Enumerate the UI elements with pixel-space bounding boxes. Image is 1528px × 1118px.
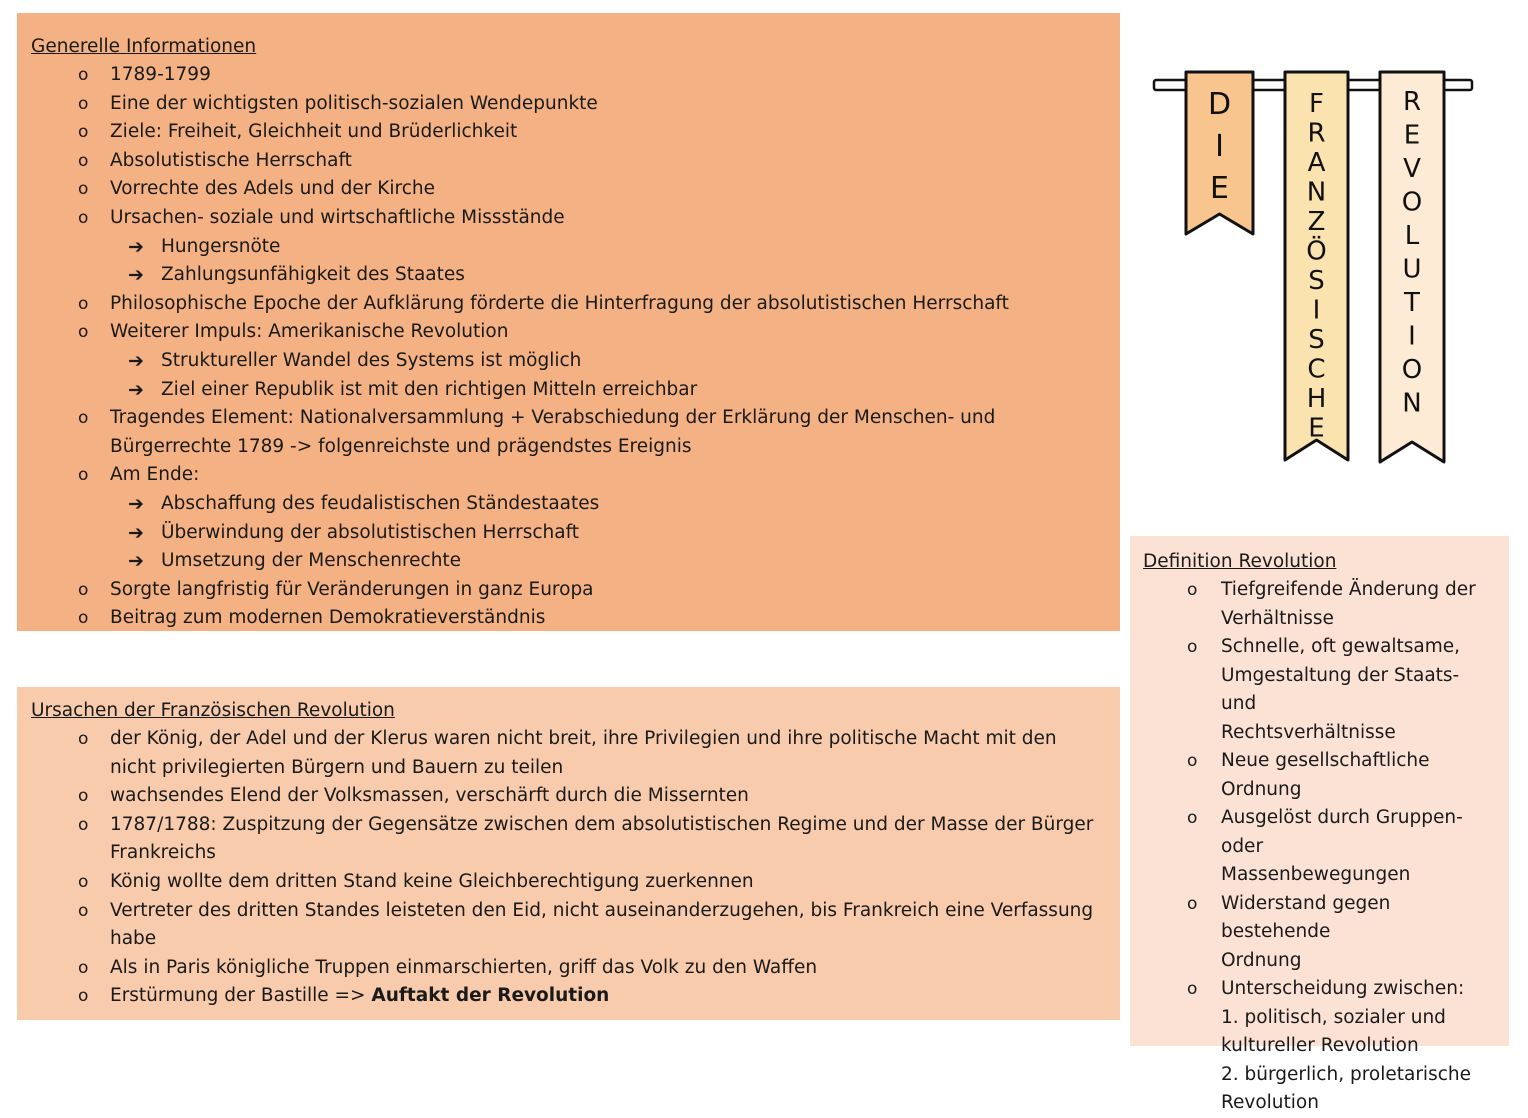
list-item-text: Philosophische Epoche der Aufklärung förderte die Hinterfragung der absolutistischen Herrschaft <box>110 292 1009 314</box>
general-info-heading: Generelle Informationen <box>31 36 257 57</box>
arrow-item: ➔ Umsetzung der Menschenrechte <box>128 547 1106 576</box>
list-item <box>62 290 1106 319</box>
banner-letter: A <box>1307 148 1326 178</box>
list-item-line: Massenbewegungen <box>1221 864 1411 885</box>
list-item-line: o Widerstand gegen bestehende <box>1221 892 1391 942</box>
list-item-line: o Ausgelöst durch Gruppen- oder <box>1221 807 1463 857</box>
banner-letter: N <box>1402 388 1422 419</box>
banner-letter: I <box>1312 295 1321 326</box>
list-item <box>62 576 1106 605</box>
list-item <box>62 175 1106 204</box>
banner-revolution <box>1380 72 1444 462</box>
list-item <box>1175 633 1496 747</box>
general-info-box <box>17 13 1120 631</box>
arrow-item: ➔ Abschaffung des feudalistischen Ständestaates <box>128 490 1106 519</box>
list-item <box>62 811 1106 868</box>
list-item-text: Eine der wichtigsten politisch-sozialen Wendepunkte <box>110 92 598 114</box>
list-item-line: Rechtsverhältnisse <box>1221 721 1396 743</box>
list-item-text: Erstürmung der Bastille => <box>110 985 372 1007</box>
list-item-line: Umgestaltung der Staats- und <box>1221 664 1460 714</box>
banner-letter: T <box>1404 288 1420 318</box>
list-item-text: Am Ende: <box>110 464 200 486</box>
arrow-item: ➔ Struktureller Wandel des Systems ist möglich <box>128 347 1106 376</box>
list-item-text: Beitrag zum modernen Demokratieverständnis <box>110 607 546 629</box>
sub-list-container <box>62 233 1106 290</box>
list-item-text: Tragendes Element: Nationalversammlung + Verabschiedung der Erklärung der Menschen- und Bürgerrechte 1789 -> folgenreichste und prägendstes Ereignis <box>110 407 996 457</box>
banner-letter: I <box>1215 129 1224 164</box>
definition-heading: Definition Revolution <box>1143 551 1337 572</box>
list-item-line: Ordnung <box>1221 778 1302 800</box>
list-item-text: König wollte dem dritten Stand keine Gleichberechtigung zuerkennen <box>110 870 754 892</box>
arrow-list <box>128 233 1106 290</box>
list-item <box>62 61 1106 90</box>
list-item-text: Vertreter des dritten Standes leisteten den Eid, nicht auseinanderzugehen, bis Frankreich eine Verfassung habe <box>110 899 1094 950</box>
banner-letter: R <box>1402 87 1422 117</box>
list-item-text: Ziele: Freiheit, Gleichheit und Brüderlichkeit <box>110 121 518 143</box>
list-item-line: Revolution <box>1221 1092 1319 1113</box>
banner-letter: C <box>1307 354 1326 385</box>
banner-franzoesische <box>1285 72 1348 460</box>
banner-letter: E <box>1210 171 1229 206</box>
list-item-text: 1789-1799 <box>110 64 211 85</box>
banner-letter: S <box>1308 325 1325 355</box>
list-item-text: wachsendes Elend der Volksmassen, verschärft durch die Missernten <box>110 785 749 807</box>
banner-letter: O <box>1401 355 1423 385</box>
arrow-list <box>128 490 1106 576</box>
list-item-text: Vorrechte des Adels und der Kirche <box>110 178 436 200</box>
banner-letter: O <box>1401 187 1423 218</box>
list-item <box>1175 804 1496 890</box>
list-item <box>62 118 1106 147</box>
list-item-text: Absolutistische Herrschaft <box>110 149 352 171</box>
title-banners <box>1150 66 1480 466</box>
causes-heading: Ursachen der Französischen Revolution <box>31 700 395 721</box>
banner-letter: U <box>1402 254 1422 285</box>
list-item-line: 2. bürgerlich, proletarische <box>1221 1063 1471 1085</box>
banner-letter: D <box>1207 87 1232 122</box>
list-item <box>1175 747 1496 804</box>
list-item-text: Weiterer Impuls: Amerikanische Revolution <box>110 321 509 343</box>
list-item <box>62 725 1106 782</box>
list-item <box>62 897 1106 954</box>
banner-letter: N <box>1306 177 1327 208</box>
list-item <box>1175 975 1496 1118</box>
list-item <box>62 318 1106 347</box>
list-item-line: o Neue gesellschaftliche <box>1221 750 1430 771</box>
causes-box <box>17 687 1120 1020</box>
list-item <box>62 604 1106 633</box>
banner-letter: R <box>1307 118 1326 149</box>
banner-letter: I <box>1408 321 1416 352</box>
banner-letter: V <box>1403 154 1421 184</box>
list-item <box>62 954 1106 983</box>
arrow-item: ➔ Ziel einer Republik ist mit den richtigen Mitteln erreichbar <box>128 376 1106 405</box>
arrow-item: ➔ Überwindung der absolutistischen Herrschaft <box>128 519 1106 548</box>
list-item-text: der König, der Adel und der Klerus waren nicht breit, ihre Privilegien und ihre politische Macht mit den nicht privilegierten Bürgern und Bauern zu teilen <box>110 728 1057 778</box>
list-item-text: Sorgte langfristig für Veränderungen in ganz Europa <box>110 578 594 600</box>
banner-letter: E <box>1403 120 1421 151</box>
sub-list-container <box>62 490 1106 576</box>
banner-letter: H <box>1306 384 1327 414</box>
list-item <box>62 782 1106 811</box>
list-item <box>62 147 1106 176</box>
definition-list <box>1143 576 1496 1118</box>
list-item <box>1175 576 1496 633</box>
banner-letter: F <box>1309 89 1324 119</box>
list-item-line: o Schnelle, oft gewaltsame, <box>1221 636 1461 657</box>
arrow-list <box>128 347 1106 404</box>
banner-letter: Ö <box>1306 236 1327 267</box>
list-item-line: Ordnung <box>1221 949 1302 971</box>
list-item <box>62 868 1106 897</box>
list-item <box>62 90 1106 119</box>
list-item-text: 1787/1788: Zuspitzung der Gegensätze zwischen dem absolutistischen Regime und der Masse der Bürger Frankreichs <box>110 813 1094 864</box>
definition-box <box>1130 536 1509 1113</box>
list-item-line: o Tiefgreifende Änderung der <box>1221 579 1476 600</box>
list-item <box>1175 890 1496 976</box>
banner-letter: S <box>1308 266 1325 296</box>
banner-letter: E <box>1308 413 1325 444</box>
list-item <box>62 982 1106 1011</box>
banner-letter: L <box>1404 221 1420 251</box>
sub-list-container <box>62 347 1106 404</box>
list-item-text: Als in Paris königliche Truppen einmarschierten, griff das Volk zu den Waffen <box>110 956 818 978</box>
list-item-line: 1. politisch, sozialer und <box>1221 1006 1446 1028</box>
list-item <box>62 204 1106 233</box>
arrow-item: ➔ Zahlungsunfähigkeit des Staates <box>128 261 1106 290</box>
arrow-item: ➔ Hungersnöte <box>128 233 1106 262</box>
list-item-line: Verhältnisse <box>1221 607 1334 629</box>
banner-die <box>1186 72 1253 234</box>
list-item-line: o Unterscheidung zwischen: <box>1221 978 1465 999</box>
banner-letter: Z <box>1307 207 1326 237</box>
list-item <box>62 461 1106 490</box>
list-item-text: Ursachen- soziale und wirtschaftliche Missstände <box>110 206 565 228</box>
general-info-list <box>31 61 1106 633</box>
list-item <box>62 404 1106 461</box>
causes-list <box>31 725 1106 1011</box>
list-item-emphasis: Auftakt der Revolution <box>371 985 610 1007</box>
list-item-line: kultureller Revolution <box>1221 1035 1419 1056</box>
